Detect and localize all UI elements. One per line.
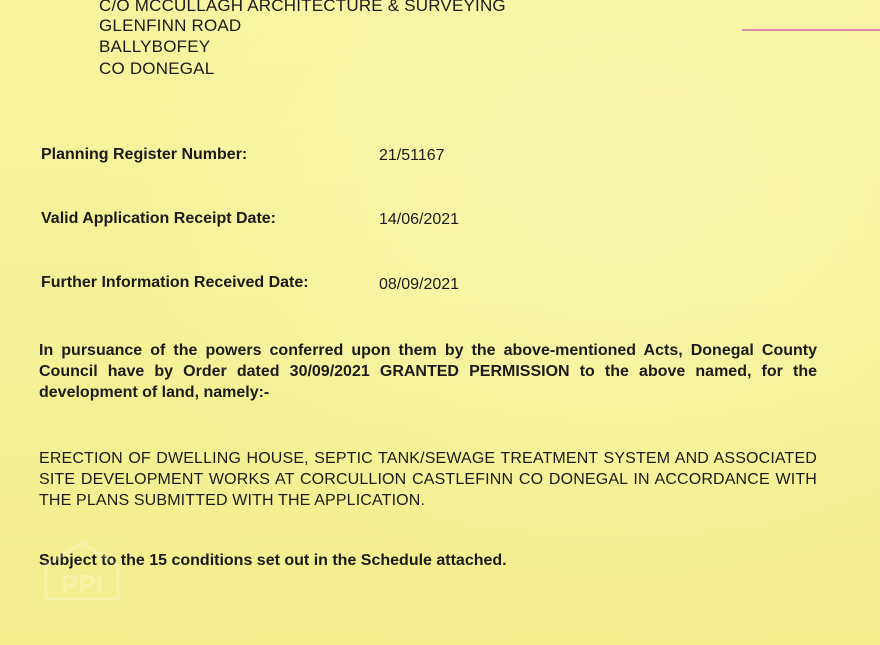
valid-application-receipt-date-label: Valid Application Receipt Date: (41, 210, 277, 227)
watermark-text: PPI (61, 569, 103, 599)
address-line-2: GLENFINN ROAD (99, 16, 242, 35)
further-information-received-date-label: Further Information Received Date: (41, 274, 309, 291)
ppi-watermark-logo (42, 539, 122, 603)
address-line-3: BALLYBOFEY (99, 37, 211, 56)
conditions-note: Subject to the 15 conditions set out in the Schedule attached. (39, 552, 507, 569)
planning-register-number-value: 21/51167 (379, 147, 445, 164)
planning-register-number-label: Planning Register Number: (41, 146, 248, 163)
address-line-1: C/O MCCULLAGH ARCHITECTURE & SURVEYING (99, 0, 506, 15)
development-description: ERECTION OF DWELLING HOUSE, SEPTIC TANK/SEWAGE TREATMENT SYSTEM AND ASSOCIATED SITE DEVELOPMENT WORKS AT CORCULLION CASTLEFINN CO DONEGAL IN ACCORDANCE WITH THE PLANS SUBMITTED WITH THE APPLICATION. (39, 450, 817, 509)
valid-application-receipt-date-value: 14/06/2021 (379, 211, 460, 228)
decision-paragraph: In pursuance of the powers conferred upon them by the above-mentioned Acts, Donegal County Council have by Order dated 30/09/2021 GRANTED PERMISSION to the above named, for the development of land, namely:- (39, 342, 817, 401)
further-information-received-date-value: 08/09/2021 (379, 276, 460, 293)
pink-margin-rule (742, 29, 880, 31)
address-line-4: CO DONEGAL (99, 59, 215, 78)
